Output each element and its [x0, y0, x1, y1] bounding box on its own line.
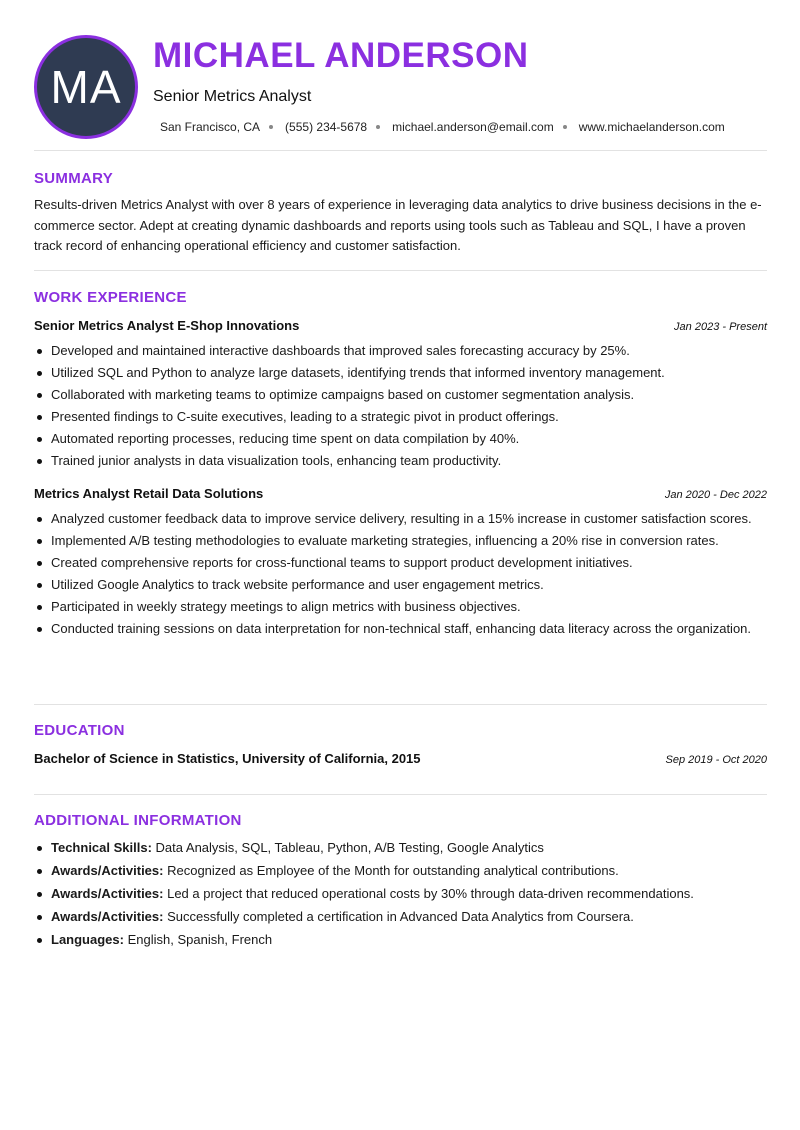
- education-dates: Sep 2019 - Oct 2020: [665, 754, 767, 766]
- job-title: Senior Metrics Analyst: [153, 88, 312, 105]
- list-item: Developed and maintained interactive dashboards that improved sales forecasting accuracy by 25%.: [51, 342, 767, 361]
- list-item: Automated reporting processes, reducing time spent on data compilation by 40%.: [51, 430, 767, 449]
- divider: [34, 150, 767, 151]
- job-role-company: Metrics Analyst Retail Data Solutions: [34, 486, 264, 501]
- list-item: [51, 931, 767, 950]
- experience-heading: WORK EXPERIENCE: [34, 289, 187, 306]
- item-value: Successfully completed a certification in Advanced Data Analytics from Coursera.: [167, 909, 634, 924]
- contact-line: [160, 120, 725, 134]
- summary-text: Results-driven Metrics Analyst with over 8 years of experience in leveraging data analytics to drive business decisions in the e-commerce sector. Adept at creating dynamic dashboards and reports using tools such as Tableau and SQL, I have a proven track record of enhancing operational efficiency and customer satisfaction.: [34, 197, 762, 253]
- list-item: [51, 862, 767, 881]
- job-dates: Jan 2023 - Present: [674, 321, 767, 333]
- job-role-company: Senior Metrics Analyst E-Shop Innovations: [34, 318, 300, 333]
- list-item: Presented findings to C-suite executives, leading to a strategic pivot in product offerings.: [51, 408, 767, 427]
- list-item: Utilized Google Analytics to track website performance and user engagement metrics.: [51, 576, 767, 595]
- list-item: Implemented A/B testing methodologies to evaluate marketing strategies, influencing a 20% rise in conversion rates.: [51, 532, 767, 551]
- avatar: [34, 35, 138, 139]
- item-label: Awards/Activities:: [51, 909, 164, 924]
- item-label: Awards/Activities:: [51, 886, 164, 901]
- separator-dot-icon: [376, 125, 380, 129]
- item-value: English, Spanish, French: [127, 932, 273, 947]
- separator-dot-icon: [269, 125, 273, 129]
- job-dates: Jan 2020 - Dec 2022: [664, 489, 767, 501]
- degree: Bachelor of Science in Statistics, University of California, 2015: [34, 751, 421, 766]
- list-item: Analyzed customer feedback data to improve service delivery, resulting in a 15% increase in customer satisfaction scores.: [51, 510, 767, 529]
- list-item: Utilized SQL and Python to analyze large datasets, identifying trends that informed inventory management.: [51, 364, 767, 383]
- list-item: Conducted training sessions on data interpretation for non-technical staff, enhancing data literacy across the organization.: [51, 620, 767, 639]
- divider: [34, 704, 767, 705]
- item-value: Led a project that reduced operational costs by 30% through data-driven recommendations.: [167, 886, 694, 901]
- item-label: Languages:: [51, 932, 124, 947]
- contact-location: San Francisco, CA: [160, 120, 261, 134]
- list-item: [51, 839, 767, 858]
- item-value: Data Analysis, SQL, Tableau, Python, A/B Testing, Google Analytics: [155, 840, 544, 855]
- list-item: [51, 885, 767, 904]
- item-value: Recognized as Employee of the Month for outstanding analytical contributions.: [167, 863, 619, 878]
- divider: [34, 794, 767, 795]
- avatar-initials: MA: [50, 61, 122, 113]
- summary-heading: SUMMARY: [34, 170, 114, 187]
- contact-email[interactable]: michael.anderson@email.com: [392, 120, 554, 134]
- additional-list: [34, 839, 767, 954]
- education-heading: EDUCATION: [34, 722, 125, 739]
- divider: [34, 270, 767, 271]
- job-bullets: [34, 510, 767, 642]
- job-bullets: [34, 342, 767, 474]
- list-item: Trained junior analysts in data visualization tools, enhancing team productivity.: [51, 452, 767, 471]
- job-header: [34, 318, 767, 333]
- list-item: Participated in weekly strategy meetings to align metrics with business objectives.: [51, 598, 767, 617]
- item-label: Technical Skills:: [51, 840, 152, 855]
- candidate-name: MICHAEL ANDERSON: [153, 36, 529, 75]
- list-item: Collaborated with marketing teams to optimize campaigns based on customer segmentation analysis.: [51, 386, 767, 405]
- item-label: Awards/Activities:: [51, 863, 164, 878]
- education-row: [34, 751, 767, 766]
- list-item: Created comprehensive reports for cross-functional teams to support product development initiatives.: [51, 554, 767, 573]
- separator-dot-icon: [563, 125, 567, 129]
- list-item: [51, 908, 767, 927]
- job-header: [34, 486, 767, 501]
- contact-website[interactable]: www.michaelanderson.com: [578, 120, 725, 134]
- contact-phone: (555) 234-5678: [285, 120, 368, 134]
- additional-heading: ADDITIONAL INFORMATION: [34, 812, 242, 829]
